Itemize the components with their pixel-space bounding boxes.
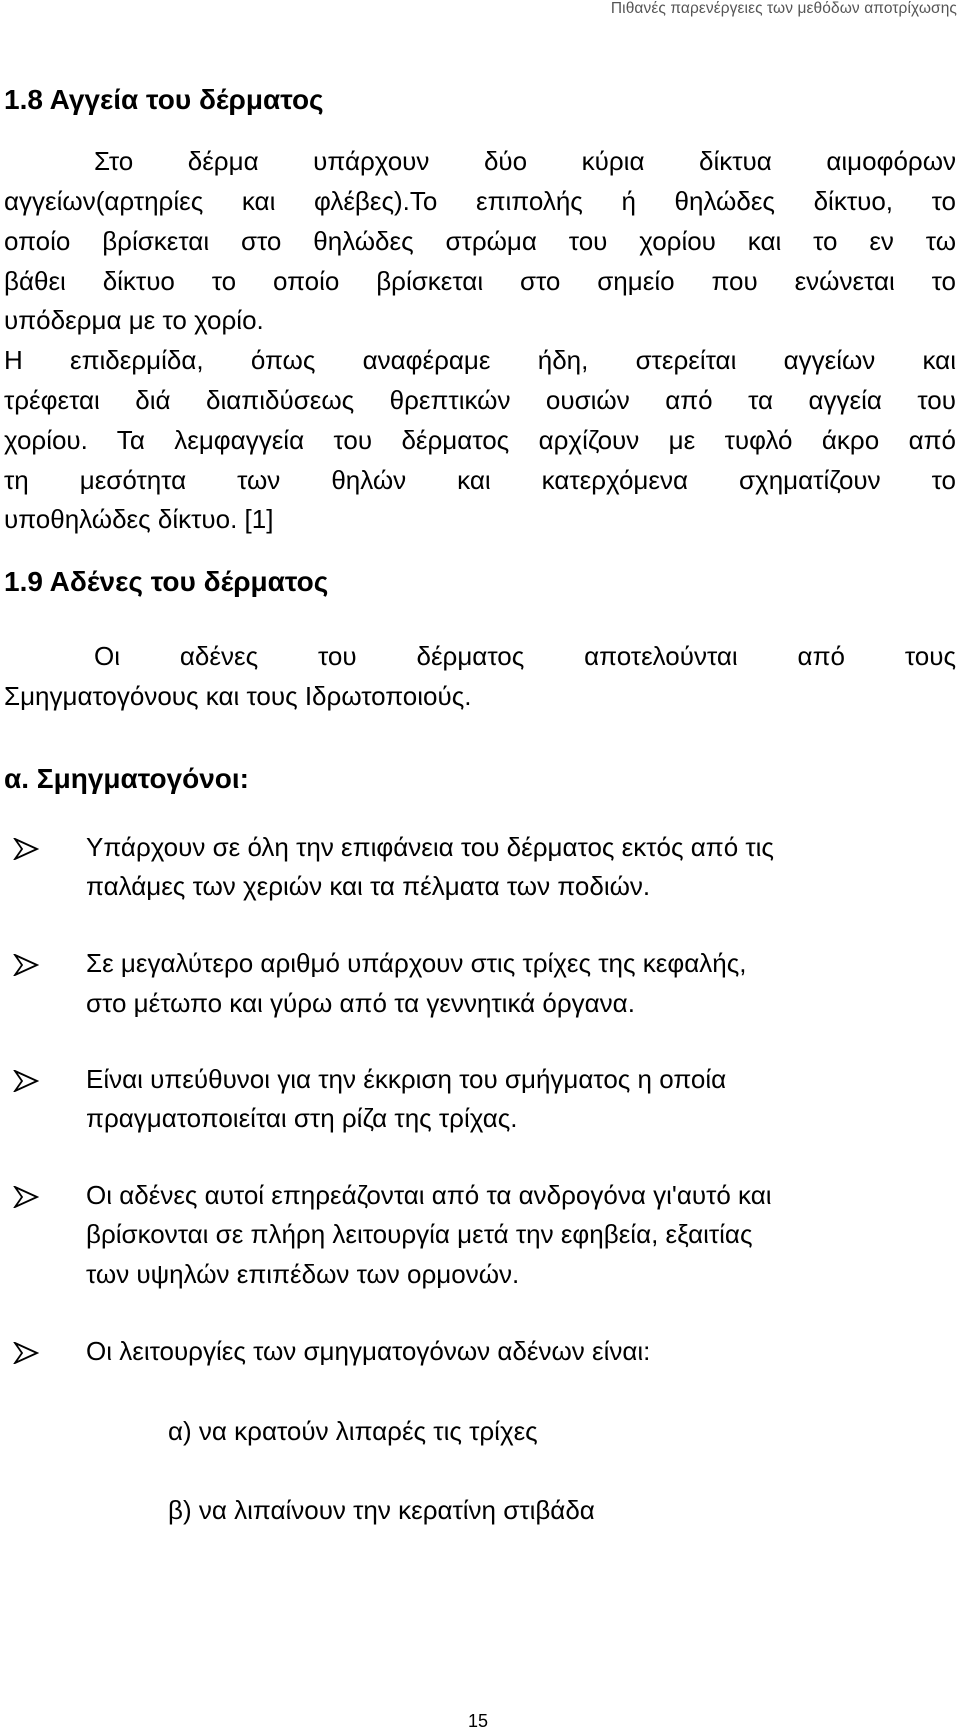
body-line: χορίου. Τα λεμφαγγεία του δέρματος αρχίζουν με τυφλό άκρο από xyxy=(4,425,956,455)
body-line: Οι αδένες του δέρματος αποτελούνται από τους xyxy=(94,641,956,671)
bullet-line: στο μέτωπο και γύρω από τα γεννητικά όργανα. xyxy=(86,988,635,1018)
bullet-line: Υπάρχουν σε όλη την επιφάνεια του δέρματος εκτός από τις xyxy=(86,832,774,862)
bullet-line: Σε μεγαλύτερο αριθμό υπάρχουν στις τρίχες της κεφαλής, xyxy=(86,948,747,978)
arrowhead-bullet-icon xyxy=(13,1342,39,1364)
bullet-line: Οι αδένες αυτοί επηρεάζονται από τα ανδρογόνα γι'αυτό και xyxy=(86,1180,772,1210)
body-line: βάθει δίκτυο το οποίο βρίσκεται στο σημείο που ενώνεται το xyxy=(4,266,956,296)
running-header: Πιθανές παρενέργειες των μεθόδων αποτρίχωσης xyxy=(610,0,957,17)
section-heading-1-9: 1.9 Αδένες του δέρματος xyxy=(4,566,329,597)
body-line: τη μεσότητα των θηλών και κατερχόμενα σχηματίζουν το xyxy=(4,465,956,495)
bullet-line: πραγματοποιείται στη ρίζα της τρίχας. xyxy=(86,1103,518,1133)
arrowhead-bullet-icon xyxy=(13,838,39,860)
body-line: υπόδερμα με το χορίο. xyxy=(4,305,264,335)
arrowhead-bullet-icon xyxy=(13,954,39,976)
body-line: Η επιδερμίδα, όπως αναφέραμε ήδη, στερείται αγγείων και xyxy=(4,345,956,375)
arrowhead-bullet-icon xyxy=(13,1070,39,1092)
body-line: υποθηλώδες δίκτυο. [1] xyxy=(4,504,274,534)
page-number: 15 xyxy=(468,1711,489,1731)
function-item: α) να κρατούν λιπαρές τις τρίχες xyxy=(168,1416,538,1446)
function-item: β) να λιπαίνουν την κερατίνη στιβάδα xyxy=(168,1495,595,1525)
section-heading-1-8: 1.8 Αγγεία του δέρματος xyxy=(4,84,324,115)
bullet-line: βρίσκονται σε πλήρη λειτουργία μετά την εφηβεία, εξαιτίας xyxy=(86,1219,753,1249)
bullet-line: παλάμες των χεριών και τα πέλματα των ποδιών. xyxy=(86,871,651,901)
body-line: τρέφεται διά διαπιδύσεως θρεπτικών ουσιών από τα αγγεία του xyxy=(4,385,956,415)
body-line: Σμηγματογόνους και τους Ιδρωτοποιούς. xyxy=(4,681,472,711)
subsection-heading-a: α. Σμηγματογόνοι: xyxy=(4,763,249,794)
bullet-line: Είναι υπεύθυνοι για την έκκριση του σμήγματος η οποία xyxy=(86,1064,727,1094)
body-line: αγγείων(αρτηρίες και φλέβες).Το επιπολής ή θηλώδες δίκτυο, το xyxy=(4,186,956,216)
body-line: οποίο βρίσκεται στο θηλώδες στρώμα του χορίου και το εν τω xyxy=(4,226,956,256)
arrowhead-bullet-icon xyxy=(13,1186,39,1208)
bullet-line: Οι λειτουργίες των σμηγματογόνων αδένων είναι: xyxy=(86,1336,651,1366)
bullet-line: των υψηλών επιπέδων των ορμονών. xyxy=(86,1259,520,1289)
body-line: Στο δέρμα υπάρχουν δύο κύρια δίκτυα αιμοφόρων xyxy=(94,146,956,176)
